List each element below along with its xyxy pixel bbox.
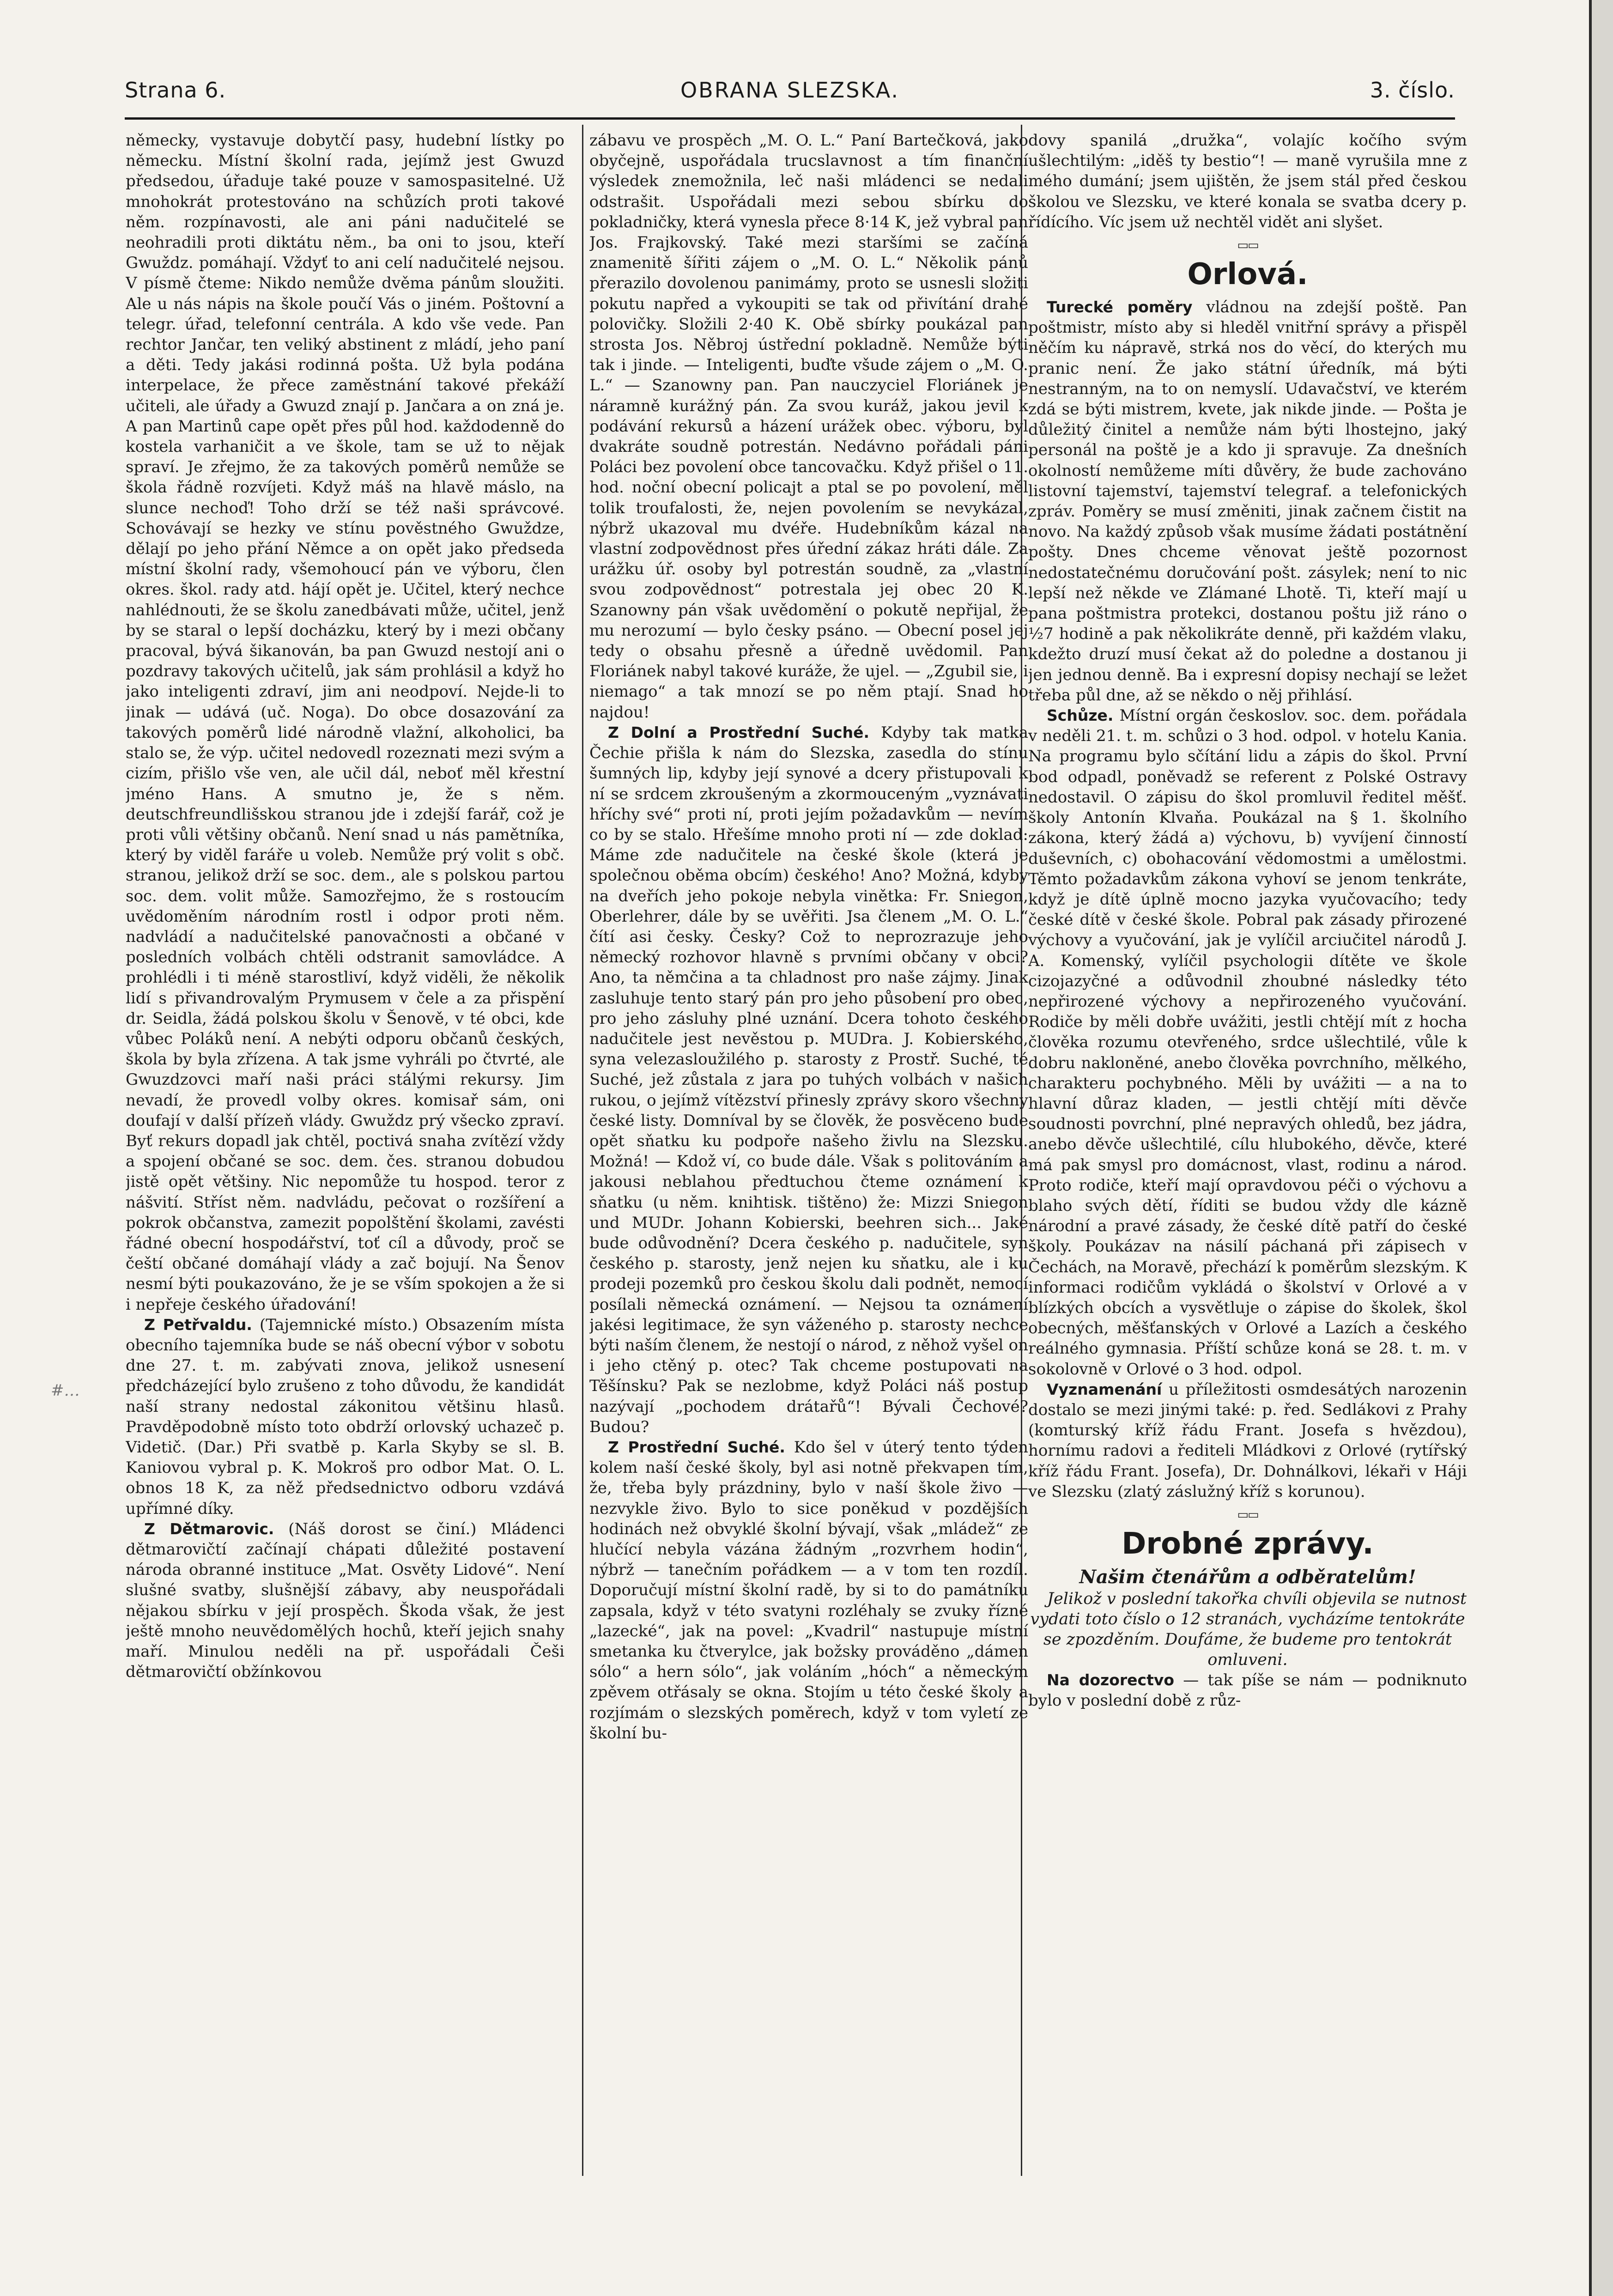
article-heading: Turecké poměry <box>1047 298 1193 316</box>
article-body: Kdo šel v úterý tento týden kolem naší české školy, byl asi notně překvapen tím, že, třeba byly prázdniny, bylo v naší škole živo — nezvykle živo. Bylo to sice poněkud v pozdějších hodinách než obvyklé školní bývají, však „mládež“ ze hlučící nebyla vázána žádným „rozvrhem hodin“, nýbrž — tanečním pořádkem — a v tom ten rozdíl. Doporučují místní školní radě, by si to do památníku zapsala, když v této svatyni rozléhaly se zvuky řízné „lazecké“, jak na povel: „Kvadril“ nastupuje místní smetanka ku čtverylce, jak božsky prováděno „dámen sólo“ a hern sólo“, jak voláním „hóch“ a německým zpěvem otřásaly se okna. Stojím u této české školy a rozjímám o slezských poměrech, když v tom vyletí ze školní bu- <box>589 1438 1028 1743</box>
column-3 <box>1028 130 1467 2172</box>
issue-number: 3. číslo. <box>1370 78 1455 103</box>
article-heading: Schůze. <box>1047 706 1114 725</box>
article-continuation: německy, vystavuje dobytčí pasy, hudební lístky po německu. Místní školní rada, jejímž jest Gwuzd předsedou, úřaduje také pouze v samospasitelné. Už mnohokrát protestováno na schůzích proti takové něm. rozpínavosti, ale ani páni nadučitelé se neohradili proti diktátu něm., ba oni to jsou, kteří Gwuždz. pomáhají. Vždyť to ani celí nadučitelé nejsou. V písmě čteme: Nikdo nemůže dvěma pánům sloužiti. Ale u nás nápis na škole poučí Vás o jiném. Poštovní a telegr. úřad, telefonní centrála. A kdo vše vede. Pan rechtor Jančar, ten veliký abstinent z mládí, jeho paní a děti. Tedy jakási rodinná pošta. Už byla podána interpelace, že přece zaměstnání takové překáží učiteli, ale úřady a Gwuzd znají p. Jančara a on zná je. A pan Martinů cape opět přes půl hod. každodenně do kostela varhaničit a ve škole, tam se už to nějak spraví. Je zřejmo, že za takových poměrů nemůže se škola řádně rozvíjeti. Když máš na hlavě máslo, na slunce nechoď! Toho drží se též naši správcové. Schovávají se hezky ve stínu pověstného Gwuždze, dělají po jeho přání Němce a on opět jako předseda místní školní rady, všemohoucí pán ve výboru, člen okres. škol. rady atd. hájí opět je. Učitel, který nechce nahlédnouti, že se školu zanedbávati může, učitel, jenž by se staral o lepší docházku, který by i mezi občany pracoval, bývá šikanován, ba pan Gwuzd nestojí ani o pozdravy takových učitelů, jak sám prohlásil a když ho jako inteligenti zdraví, jim ani neodpoví. Nejde-li to jinak — udává (uč. Noga). Do obce dosazování za takových poměrů lidé národně vlažní, alkoholici, ba stalo se, že výp. učitel nedovedl rozeznati mezi svým a cizím, přišlo vše ven, ale učil dál, neboť měl křestní jméno Hans. A smutno je, že s něm. deutschfreundlišskou stranou jde i zdejší farář, což je proti vůli většiny občanů. Není snad u nás pamětníka, který by viděl faráře u voleb. Nemůže prý volit s obč. stranou, jelikož drží se soc. dem., ale s polskou partou soc. dem. volit může. Samozřejmo, že s rostoucím uvědoměním národním rostl i odpor proti něm. nadvládí a nadučitelské panovačnosti a občané v posledních volbách chtěli odstranit samovládce. A prohlédli i ti méně starostliví, když viděli, že několik lidí s přivandrovalým Prymusem v čele a za přispění dr. Seidla, žádá polskou školu v Šenově, v té obci, kde vůbec Poláků není. A nebýti odporu občanů českých, škola by byla zřízena. A tak jsme vyhráli po čtvrté, ale Gwuzdzovci maří naši práci stálými rekursy. Jim nevadí, že provedl volby okres. komisař sám, oni doufají v další přízeň vlády. Gwuždz prý všecko zpraví. Byť rekurs dopadl jak chtěl, poctivá snaha zvítězí vždy a spojení občané se soc. dem. čes. stranou dobudou jistě opět většiny. Nic nepomůže tu hospod. teror z nášvití. Stříst něm. nadvládu, pečovat o rozšíření a pokrok občanstva, zamezit popolštění školami, zavésti řádné obecní hospodářství, toť cíl a důvody, proč se čeští občané domáhají vlády a zač bojují. Na Šenov nesmí býti poukazováno, že je se vším spokojen a že si i nepřeje českého úřadování! <box>126 131 564 1314</box>
article-body: Kdyby tak matka Čechie přišla k nám do Slezska, zasedla do stínu šumných lip, kdyby její synové a dcery přistupovali k ní se srdcem zkroušeným a zkormouceným „vyznávati hříchy své“ proti ní, proti jejím požadavkům — nevím co by se stalo. Hřešíme mnoho proti ní — zde doklad: Máme zde nadučitele na české škole (která je společnou oběma obcím) českého! Ano? Možná, kdyby na dveřích jeho pokoje nebyla vinětka: Fr. Sniegon, Oberlehrer, dále by se uvěřiti. Jsa členem „M. O. L.“ čítí asi česky. Česky? Což to neprozrazuje jeho německý rozhovor hlavně s prvními občany v obci? Ano, ta němčina a ta chladnost pro naše zájmy. Jinak zasluhuje tento starý pán pro jeho působení pro obec, pro jeho zásluhy plné uznání. Dcera tohoto českého nadučitele jest nevěstou p. MUDra. J. Kobierského, syna velezasloužilého p. starosty z Prostř. Suché, té Suché, jež zůstala z jara po tuhých volbách v našich rukou, o jejímž vítězství přinesly zprávy skoro všechny české listy. Domníval by se člověk, že posvěceno bude opět sňatku ku podpoře našeho živlu na Slezsku. Možná! — Kdož ví, co bude dále. Však s politováním a jakousi neblahou předtuchou čteme oznámení k sňatku (u něm. knihtisk. tištěno) že: Mizzi Sniegon und MUDr. Johann Kobierski, beehren sich... Jaké bude odůvodnění? Dcera českého p. nadučitele, syn českého p. starosty, jenž nejen ku sňatku, ale i ku prodeji pozemků pro českou školu dali podnět, nemocí posílali německá oznámení. — Nejsou ta oznámení jakési legitimace, že syn váženého p. starosty nechce býti naším členem, že nestojí o národ, z něhož vyšel on i jeho ctěný p. otec? Tak chceme postupovati na Těšínsku? Pak se nezlobme, když Poláci náš postup nazývají „pochodem drátařů“! Bývali Čechové? Budou? <box>589 723 1028 1436</box>
article-body: vládnou na zdejší poště. Pan poštmistr, místo aby si hleděl vnitřní správy a přispěl něčím ku nápravě, strká nos do věcí, do kterých mu pranic není. Že jako státní úředník, má býti nestranným, na to on nemyslí. Udavačství, ve kterém zdá se býti mistrem, kvete, jak nikde jinde. — Pošta je důležitý činitel a nemůže nám býti lhostejno, jaký personál na poště je a kdo ji spravuje. Za dnešních okolností nemůžeme míti důvěry, že bude zachováno listovní tajemství, tajemství telegraf. a telefonických zpráv. Poměry se musí změniti, jinak začnem čistit na novo. Na každý způsob však musíme žádati postátnění pošty. Dnes chceme věnovat ještě pozornost nedostatečnému doručování pošt. zásylek; není to nic lepší než někde ve Zlámané Lhotě. Ti, kteří mají u pana poštmistra protekci, dostanou poštu již ráno o ½7 hodině a pak několikráte denně, při každém vlaku, kdežto druzí musí čekat až do poledne a dostanou ji jen jednou denně. Ba i expresní dopisy nechají se ležet třeba půl dne, až se někdo o něj přihlásí. <box>1028 298 1467 705</box>
article-continuation: zábavu ve prospěch „M. O. L.“ Paní Bartečková, jako obyčejně, uspořádala trucslavnost a tím finanční výsledek znemožnila, leč naši mládenci se nedali odstrašit. Uspořádali mezi sebou sbírku do pokladničky, která vynesla přece 8·14 K, jež vybral pan Jos. Frajkovský. Také mezi staršími se začíná znamenitě šířiti zájem o „M. O. L.“ Několik pánů přerazilo dovolenou panimámy, proto se usnesli složiti pokutu napřed a vykoupiti se tak od přivítání drahé polovičky. Složili 2·40 K. Obě sbírky poukázal pan strosta Jos. Něbroj ústřední pokladně. Nemůže býti tak i jinde. — Inteligenti, buďte všude zájem o „M. O. L.“ — Szanowny pan. Pan nauczyciel Floriánek je náramně kurážný pán. Za svou kuráž, jakou jevil k podávání rekursů a házení urážek obec. výboru, byl dvakráte soudně potrestán. Nedávno pořádali páni Poláci bez povolení obce tancovačku. Když přišel o 11. hod. noční obecní policajt a ptal se po povolení, měl tolik troufalosti, že, nejen povolením se nevykázal, nýbrž ukazoval mu dvéře. Hudebníkům kázal na vlastní zodpovědnost přes úřední zákaz hráti dále. Za urážku úř. osoby byl potrestán soudně, za „vlastní svou zodpovědnost“ potrestala jej obec 20 K. Szanowny pán však uvědomění o pokutě nepřijal, že mu nerozumí — bylo česky psáno. — Obecní posel jej tedy o obsahu přesně a úředně uvědomil. Pan Floriánek nabyl takové kuráže, že ujel. — „Zgubil sie, i niemago“ a tak mnozí se po něm ptají. Snad ho najdou! <box>589 131 1028 722</box>
header-rule <box>125 117 1455 120</box>
margin-mark: #… <box>51 1381 80 1400</box>
page-edge-shade <box>1592 0 1613 2296</box>
article-subheading: (Tajemnické místo.) <box>259 1315 418 1334</box>
article-body: — tak píše se nám — podniknuto bylo v poslední době z růz- <box>1028 1671 1467 1710</box>
article-heading: Z Prostřední Suché. <box>608 1438 785 1456</box>
article-heading: Z Dětmarovic. <box>144 1519 274 1538</box>
newspaper-title: OBRANA SLEZSKA. <box>680 78 900 103</box>
article-detmarovice <box>126 1519 564 1683</box>
article-subheading: (Náš dorost se činí.) <box>288 1519 477 1538</box>
article-body: Mládenci dětmarovičtí začínají chápati důležité postavení národa obranné instituce „Mat. Osvěty Lidové“. Není slušné svatby, slušnější zábavy, aby neuspořádali nějakou sbírku v její prospěch. Škoda však, že jest ještě mnoho neuvědomělých hochů, kteří jejich snahy maří. Minulou neděli na př. uspořádali Češi dětmarovičtí obžínkovou <box>126 1519 564 1682</box>
article-body: Místní orgán českoslov. soc. dem. pořádala v neděli 21. t. m. schůzi o 3 hod. odpol. v hotelu Kania. Na programu bylo sčítání lidu a zápis do škol. První bod odpadl, poněvadž se referent z Polské Ostravy nedostavil. O zápisu do škol promluvil ředitel měšť. školy Antonín Klvaňa. Poukázal na § 1. školního zákona, který žádá a) výchovu, b) vyvíjení činností duševních, c) obohacování vědomostmi a umělostmi. Těmto požadavkům zákona vyhoví se jenom tenkráte, když je dítě úplně mocno jazyka vyučovacího; tedy české dítě v české škole. Pobral pak zásady přirozené výchovy a vyučování, jak je vylíčil arciučitel národů J. A. Komenský, vylíčil psychologii dítěte ve škole cizojazyčné a odůvodnil zhoubné následky této nepřirozené výchovy a nepřirozeného vyučování. Rodiče by měli dobře uvážiti, jestli chtějí mít z hocha člověka rozumu otevřeného, srdce ušlechtilé, vůle k dobru nakloněné, anebo člověka povrchního, mělkého, charakteru pochybného. Měli by uvážiti — a na to hlavní důraz kladen, — jestli chtějí míti děvče soudnosti povrchní, plné nepravých ohledů, bez jádra, anebo děvče ušlechtilé, cílu hlubokého, děvče, které má pak smysl pro domácnost, vlast, rodinu a národ. Proto rodiče, kteří mají opravdovou péči o výchovu a blaho svých dětí, říditi se budou vždy dle kázně národní a pravé zásady, že české dítě patří do české školy. Poukázav na násilí páchaná při zápisech v Čechách, na Moravě, přechází k poměrům slezským. K informaci rodičům vykládá o školství v Orlové a v blízkých obcích a vysvětluje o zápise do školek, škol obecných, měšťanských v Orlové a Lazích a českého reálného gymnasia. Příští schůze koná se 28. t. m. v sokolovně v Orlové o 3 hod. odpol. <box>1028 706 1467 1379</box>
section-title-drobne-zpravy: Drobné zprávy. <box>1122 1527 1374 1561</box>
column-2 <box>589 130 1028 2172</box>
column-divider <box>582 125 583 2176</box>
article-dozorectvo <box>1028 1670 1467 1711</box>
article-body: Obsazením místa obecního tajemníka bude se náš obecní výbor v sobotu dne 27. t. m. zabývati znova, jelikož usnesení předcházející bylo zrušeno z toho důvodu, že kandidát naší strany nedostal zákonitou většinu hlasů. Pravděpodobně místo toto obdrží orlovský uchazeč p. Videtič. (Dar.) Při svatbě p. Karla Skyby se sl. B. Kaniovou vybral p. K. Mokroš pro odbor Mat. O. L. obnos 18 K, za něž předsednictvo odboru vzdává upřímné díky. <box>126 1315 564 1518</box>
article-body: u příležitosti osmdesátých narozenin dostalo se mezi jinými také: p. řed. Sedlákovi z Prahy (komturský kříž řádu Frant. Josefa s hvězdou), hornímu radovi a řediteli Mládkovi z Orlové (rytířský kříž řádu Frant. Josefa), Dr. Dohnálkovi, lékaři v Háji ve Slezsku (zlatý záslužný kříž s korunou). <box>1028 1380 1467 1501</box>
section-separator: ▭▭ <box>1237 238 1258 253</box>
section-separator: ▭▭ <box>1237 1508 1258 1522</box>
article-dolni-sucha <box>589 723 1028 1437</box>
article-vyznamenani <box>1028 1379 1467 1502</box>
article-schuze <box>1028 705 1467 1379</box>
article-prostredni-sucha <box>589 1437 1028 1743</box>
section-title-orlova: Orlová. <box>1187 257 1308 292</box>
notice-text: Jelikož v poslední takořka chvíli objevila se nutnost vydati toto číslo o 12 stranách, vycházíme tentokráte se zpozděním. Doufáme, že budeme pro tentokrát omluveni. <box>1030 1590 1467 1669</box>
article-heading: Vyznamenání <box>1047 1380 1162 1398</box>
notice-heading: Našim čtenářům a odběratelům! <box>1079 1566 1416 1588</box>
article-petrvald <box>126 1315 564 1519</box>
article-heading: Z Petřvaldu. <box>144 1315 252 1334</box>
column-1 <box>126 130 564 2172</box>
article-heading: Na dozorectvo <box>1047 1671 1175 1689</box>
page-header <box>125 78 1455 110</box>
page-number: Strana 6. <box>125 78 226 103</box>
article-continuation: dovy spanilá „družka“, volajíc kočího svým ušlechtilým: „iděš ty bestio“! — maně vyrušila mne z mého dumání; jsem ujištěn, že jsem stál před českou školou ve Slezsku, ve které konala se svatba dcery p. řídícího. Víc jsem už nechtěl vidět ani slyšet. <box>1028 131 1467 231</box>
article-posta <box>1028 297 1467 705</box>
article-heading: Z Dolní a Prostřední Suché. <box>608 723 870 741</box>
